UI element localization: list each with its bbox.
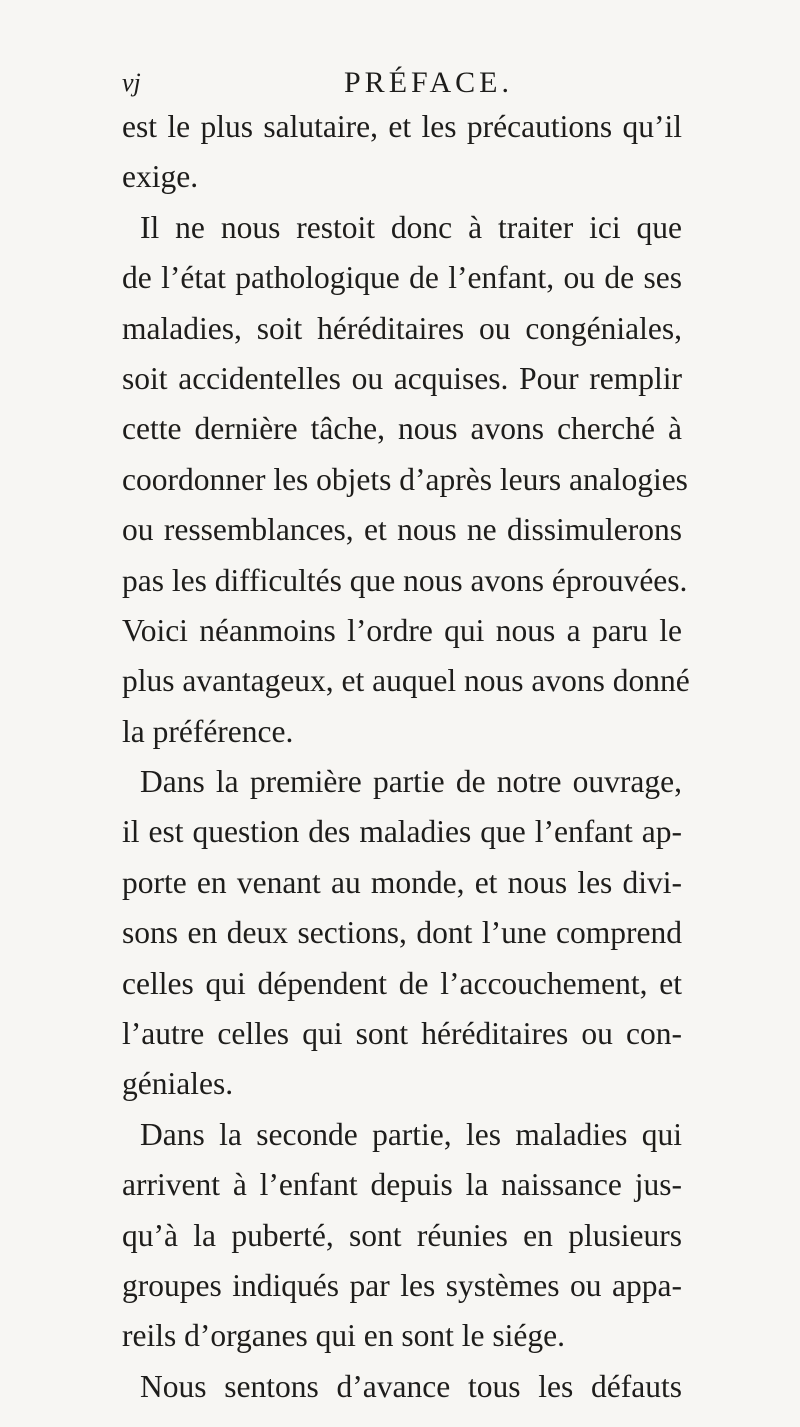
text-line: Nous sentons d’avance tous les défauts: [140, 1368, 682, 1404]
text-line: la préférence.: [122, 713, 294, 749]
text-line: sons en deux sections, dont l’une comprend: [122, 915, 682, 951]
text-line: porte en venant au monde, et nous les divi-: [122, 864, 682, 900]
text-line: pas les difficultés que nous avons éprouvées.: [122, 562, 688, 598]
text-line: ou ressemblances, et nous ne dissimulerons: [122, 512, 682, 548]
text-line: exige.: [122, 159, 199, 195]
text-line: cette dernière tâche, nous avons cherché à: [122, 411, 682, 447]
text-line: Dans la seconde partie, les maladies qui: [140, 1116, 682, 1152]
text-line: l’autre celles qui sont héréditaires ou con-: [122, 1016, 682, 1052]
text-line: maladies, soit héréditaires ou congéniales,: [122, 310, 682, 346]
page-number: vj: [122, 68, 141, 97]
text-line: géniales.: [122, 1066, 234, 1102]
text-line: il est question des maladies que l’enfant ap-: [122, 814, 682, 850]
text-line: Voici néanmoins l’ordre qui nous a paru le: [122, 612, 682, 648]
text-line: soit accidentelles ou acquises. Pour remplir: [122, 360, 682, 396]
text-line: plus avantageux, et auquel nous avons donné: [122, 663, 690, 699]
text-line: est le plus salutaire, et les précautions qu’il: [122, 109, 682, 144]
text-line: celles qui dépendent de l’accouchement, et: [122, 965, 682, 1001]
text-line: coordonner les objets d’après leurs analogies: [122, 461, 688, 497]
text-line: Il ne nous restoit donc à traiter ici que: [140, 209, 682, 245]
text-line: groupes indiqués par les systèmes ou appa-: [122, 1267, 682, 1303]
text-line: qu’à la puberté, sont réunies en plusieurs: [122, 1217, 682, 1253]
text-line: arrivent à l’enfant depuis la naissance jus-: [122, 1167, 682, 1203]
text-line: reils d’organes qui en sont le siége.: [122, 1318, 565, 1354]
body-text: [122, 102, 690, 1412]
running-title: PRÉFACE.: [344, 66, 513, 99]
text-line: Dans la première partie de notre ouvrage,: [140, 764, 682, 800]
text-line: de l’état pathologique de l’enfant, ou de ses: [122, 260, 682, 296]
